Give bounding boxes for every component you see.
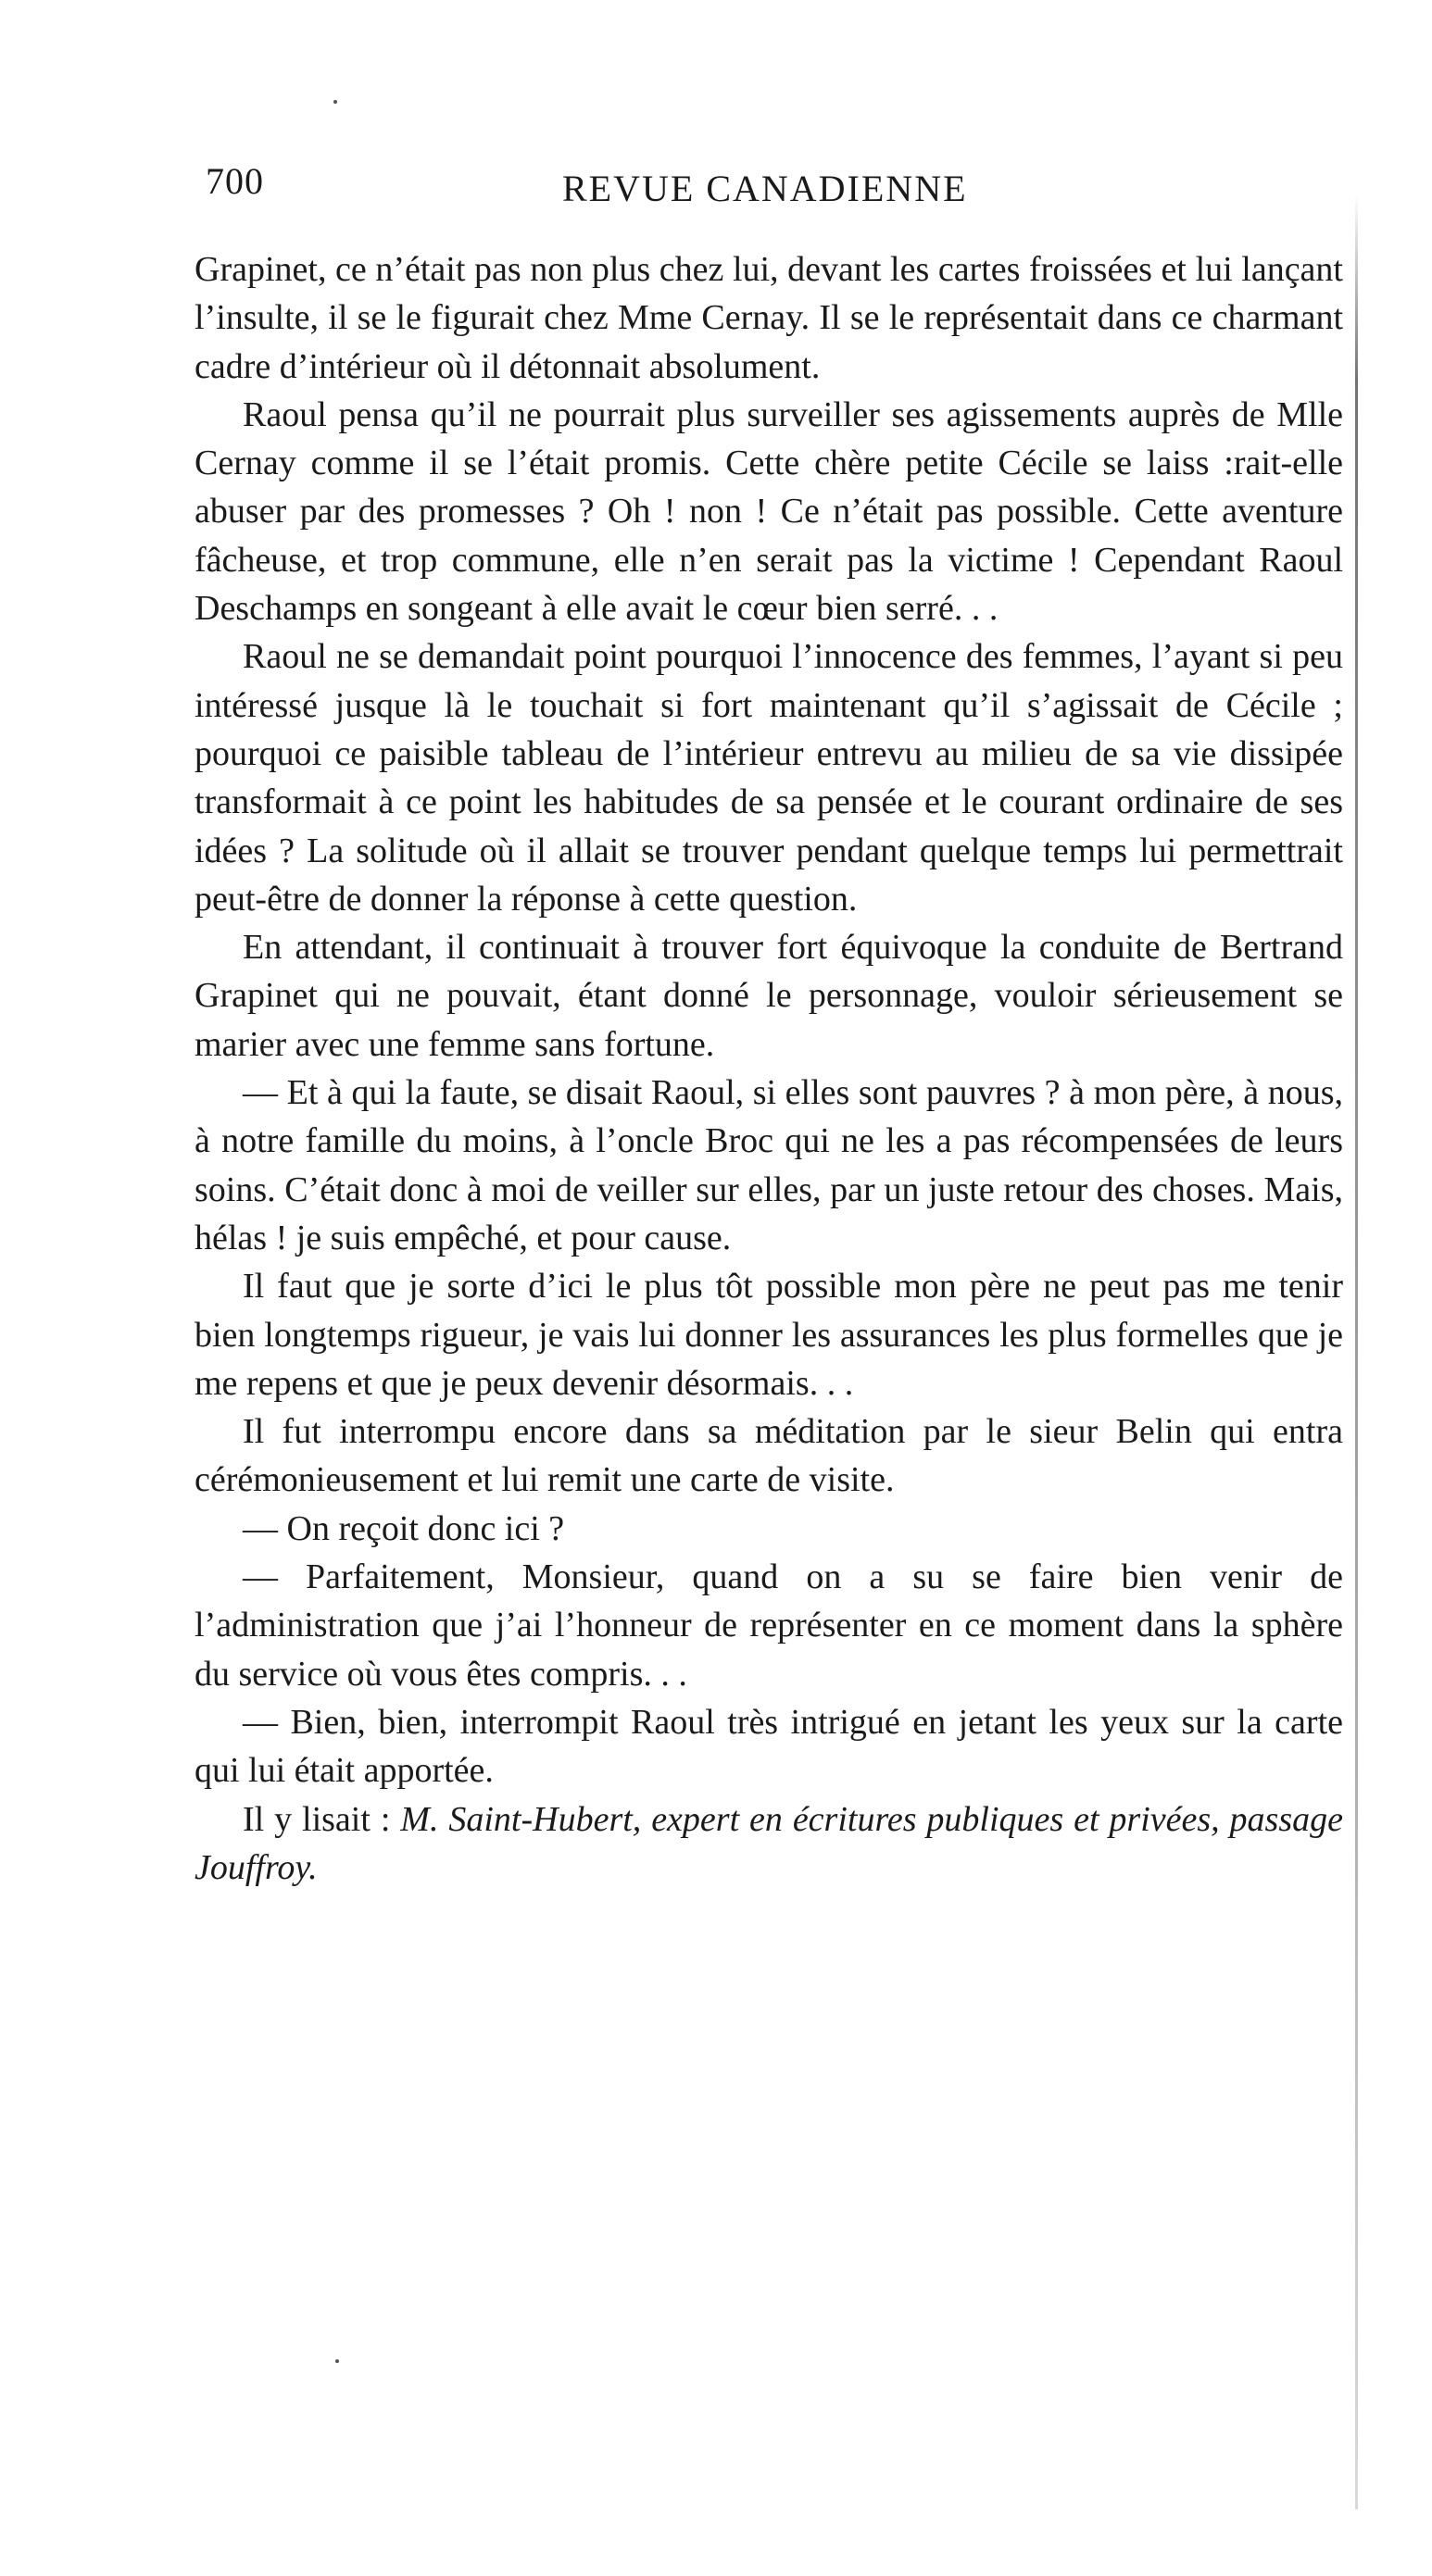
page-edge-shadow [1355,194,1358,2509]
paragraph: — On reçoit donc ici ? [243,1508,565,1548]
paragraph: Il fut interrompu encore dans sa méditation par le sieur Belin qui entra cérémonieusement et lui remit une carte de visite. [195,1412,1343,1500]
scan-speck [333,100,337,104]
paragraph: — Et à qui la faute, se disait Raoul, si elles sont pauvres ? à mon père, à nous, à notre famille du moins, à l’oncle Broc qui ne les a pas récompensées de leurs soins. C’était donc à moi de veiller sur elles, par un juste retour des choses. Mais, hélas ! je suis empêché, et pour cause. [195,1073,1343,1257]
paragraph: Grapinet, ce n’était pas non plus chez lui, devant les cartes froissées et lui lançant l’insulte, il se le figurait chez Mme Cernay. Il se le représentait dans ce charmant cadre d’intérieur où il détonnait absolument. [195,250,1343,386]
paragraph: En attendant, il continuait à trouver fort équivoque la conduite de Bertrand Grapinet qui ne pouvait, étant donné le personnage, vouloir sérieusement se marier avec une femme sans fortune. [195,928,1343,1064]
paragraph: Il faut que je sorte d’ici le plus tôt possible mon père ne peut pas me tenir bien longtemps rigueur, je vais lui donner les assurances les plus formelles que je me repens et que je peux devenir désormais. . . [195,1267,1343,1403]
paragraph: Raoul ne se demandait point pourquoi l’innocence des femmes, l’ayant si peu intéressé jusque là le touchait si fort maintenant qu’il s’agissait de Cécile ; pourquoi ce paisible tableau de l’intérieur entrevu au milieu de sa vie dissipée transformait à ce point les habitudes de sa pensée et le courant ordinaire de ses idées ? La solitude où il allait se trouver pendant quelque temps lui permettrait peut-être de donner la réponse à cette question. [195,637,1343,919]
scan-speck [335,2359,339,2363]
paragraph: — Parfaitement, Monsieur, quand on a su se faire bien venir de l’administration que j’ai l’honneur de représenter en ce moment dans la sphère du service où vous êtes compris. . . [195,1557,1343,1694]
running-title: REVUE CANADIENNE [562,168,968,209]
paragraph: — Bien, bien, interrompit Raoul très intrigué en jetant les yeux sur la carte qui lui était apportée. [195,1702,1343,1791]
page-number: 700 [206,160,264,202]
paragraph-final [195,1795,1343,1893]
final-lead-text: Il y lisait : [243,1799,401,1839]
final-italic-text: M. Saint-Hubert, expert en écritures publiques et privées, passage Jouffroy. [195,1799,1343,1887]
page-header [206,159,1345,224]
paragraph: Raoul pensa qu’il ne pourrait plus surveiller ses agissements auprès de Mlle Cernay comme il se l’était promis. Cette chère petite Cécile se laiss :rait-elle abuser par des promesses ? Oh ! non ! Ce n’était pas possible. Cette aventure fâcheuse, et trop commune, elle n’en serait pas la victime ! Cependant Raoul Deschamps en songeant à elle avait le cœur bien serré. . . [195,394,1343,629]
article-body [195,245,1343,1892]
